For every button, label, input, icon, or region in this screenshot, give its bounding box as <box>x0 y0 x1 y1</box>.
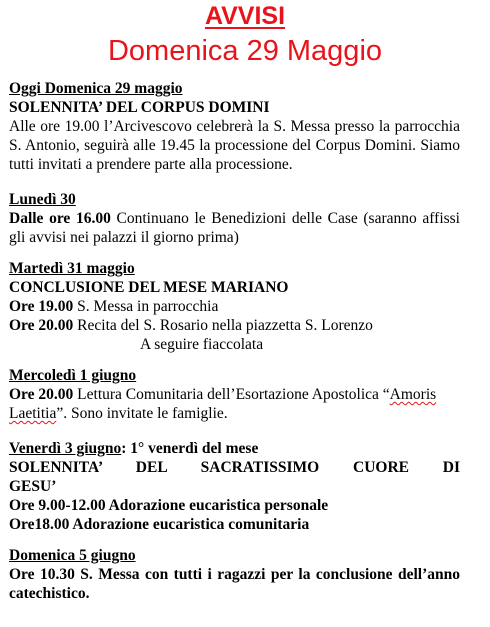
notice-text <box>9 209 460 247</box>
notice-heading: SOLENNITA’ DEL SACRATISSIMO CUORE DI <box>9 459 460 476</box>
notice-monday-30 <box>9 190 460 247</box>
page-subtitle: Domenica 29 Maggio <box>107 35 383 67</box>
notice-date: Mercoledì 1 giugno <box>9 367 137 384</box>
notice-date: Domenica 5 giugno <box>9 547 136 564</box>
notice-description: Continuano le Benedizioni delle Case (saranno affissi gli avvisi nei palazzi il giorno prima) <box>9 210 460 246</box>
notice-date: Lunedì 30 <box>9 191 76 208</box>
notice-text: Alle ore 19.00 l’Arcivescovo celebrerà la S. Messa presso la parrocchia S. Antonio, seguirà alle 19.45 la processione del Corpus Domini. Siamo tutti invitati a prendere parte alla processione. <box>9 118 460 173</box>
notice-heading: SOLENNITA’ DEL CORPUS DOMINI <box>9 99 270 116</box>
notice-heading: CONCLUSIONE DEL MESE MARIANO <box>9 279 289 296</box>
notice-description: S. Messa in parrocchia <box>73 298 219 315</box>
notice-date-line <box>9 439 460 458</box>
notice-description: A seguire fiaccolata <box>140 336 264 353</box>
notice-description: Lettura Comunitaria dell’Esortazione Apostolica “ <box>73 386 390 403</box>
notice-date: Martedì 31 maggio <box>9 260 135 277</box>
notice-wednesday-1 <box>9 366 460 423</box>
notice-time: Ore 19.00 <box>9 298 74 315</box>
notice-tuesday-31 <box>9 259 460 354</box>
page-title: AVVISI <box>204 2 286 30</box>
notice-item: Ore 9.00-12.00 Adorazione eucaristica personale <box>9 497 329 514</box>
notices-body <box>9 79 460 603</box>
notice-item <box>9 297 460 316</box>
notice-time: Ore 20.00 <box>9 317 74 334</box>
notice-item: Ore18.00 Adorazione eucaristica comunitaria <box>9 516 310 533</box>
notice-friday-3 <box>9 439 460 534</box>
notice-description: Recita del S. Rosario nella piazzetta S. Lorenzo <box>73 317 373 334</box>
notice-time: Ore 20.00 <box>9 386 74 403</box>
notice-description: ”. Sono invitate le famiglie. <box>56 405 228 422</box>
notice-sunday-5 <box>9 546 460 603</box>
notice-date: Venerdì 3 giugno <box>9 440 122 457</box>
notice-item <box>9 316 460 335</box>
notice-document-title: Amoris Laetitia <box>9 386 437 422</box>
notice-text <box>9 385 460 423</box>
notice-heading: GESU’ <box>9 478 57 495</box>
notice-text: Ore 10.30 S. Messa con tutti i ragazzi per la conclusione dell’anno catechistico. <box>9 566 460 602</box>
notice-sunday-29 <box>9 79 460 174</box>
notice-date-suffix: : 1° venerdì del mese <box>121 440 259 457</box>
notice-date: Oggi Domenica 29 maggio <box>9 80 183 97</box>
notice-time: Dalle ore 16.00 <box>9 210 111 227</box>
